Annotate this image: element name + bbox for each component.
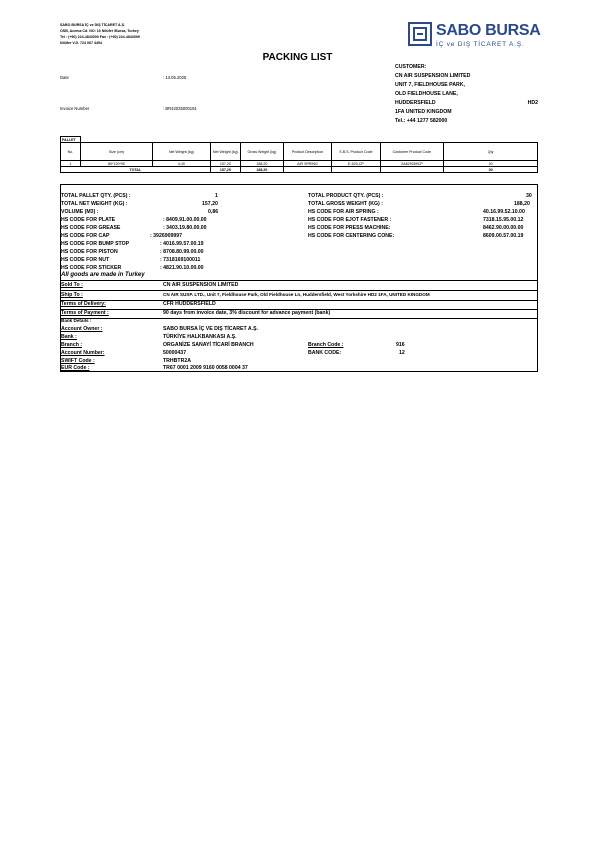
- gross-weight-value: 188,20: [514, 201, 530, 207]
- hs-airspring-label: HS CODE FOR AIR SPRING :: [308, 209, 379, 215]
- total-gross: 188,20: [241, 167, 284, 173]
- divider: [60, 300, 538, 301]
- net-weight-label: TOTAL NET WEIGHT (KG) :: [61, 201, 128, 207]
- page-title: PACKING LIST: [262, 52, 333, 63]
- hs-grease-value: : 3403.19.80.00.00: [163, 225, 207, 231]
- company-phone: Tel : (+90) 224-4843000 Fax : (+90) 224-4843099: [60, 35, 140, 39]
- logo-icon: [408, 22, 432, 46]
- net-weight-value: 157,20: [202, 201, 218, 207]
- divider: [60, 290, 538, 291]
- logo-name: SABO BURSA: [436, 22, 541, 39]
- hs-plate-label: HS CODE FOR PLATE: [61, 217, 116, 223]
- iban-label: EUR Code :: [61, 365, 90, 371]
- logo-subtitle: İÇ ve DIŞ TİCARET A.Ş.: [436, 41, 525, 48]
- payment-value: 90 days from invoice date, 3% discount for advance payment (bank): [163, 310, 331, 316]
- customer-name: CN AIR SUSPENSION LIMITED: [395, 73, 471, 79]
- pallet-label: PALLET: [61, 137, 81, 143]
- customer-addr4: 1FA UNITED KINGDOM: [395, 109, 452, 115]
- hs-sticker-value: : 4821.90.10.00.00: [160, 265, 204, 271]
- swift-label: SWIFT Code :: [61, 358, 95, 364]
- pallet-qty-value: 1: [215, 193, 218, 199]
- account-owner-value: SABO BURSA İÇ VE DIŞ TİCARET A.Ş.: [163, 326, 259, 332]
- invoice-label: Invoice Number: [60, 106, 90, 111]
- col-header: S.B.S. Product Code: [332, 143, 380, 161]
- branch-code-label: Branch Code :: [308, 342, 344, 348]
- account-owner-label: Account Owner :: [61, 326, 103, 332]
- cell: E-629-CP: [332, 161, 380, 167]
- hs-cone-value: 8609.00.57.00.19: [483, 233, 524, 239]
- customer-postcode: HD2: [527, 100, 538, 106]
- branch-code-value: 916: [396, 342, 405, 348]
- bank-code-value: 12: [399, 350, 405, 356]
- volume-label: VOLUME (M3) :: [61, 209, 99, 215]
- branch-value: ORGANİZE SANAYİ TİCARİ BRANCH: [163, 342, 254, 348]
- delivery-value: CFR HUDDERSFIELD: [163, 301, 216, 307]
- hs-piston-label: HS CODE FOR PISTON: [61, 249, 118, 255]
- hs-cap-value: : 3926909997: [150, 233, 183, 239]
- total-qty: 30: [444, 167, 538, 173]
- swift-value: TRHBTR2A: [163, 358, 191, 364]
- origin-note: All goods are made in Turkey: [61, 272, 145, 278]
- cell: 157,20: [210, 161, 241, 167]
- hs-cone-label: HS CODE FOR CENTERING CONE:: [308, 233, 395, 239]
- pallet-qty-label: TOTAL PALLET QTY. (PCS) :: [61, 193, 131, 199]
- volume-value: 0,86: [208, 209, 219, 215]
- company-address-block: [60, 22, 140, 46]
- col-header: Net Weight (kg): [153, 143, 210, 161]
- hs-press-value: 8462.90.00.00.00: [483, 225, 524, 231]
- divider: [60, 318, 538, 319]
- cell: 1: [61, 161, 81, 167]
- customer-addr3: HUDDERSFIELD HD2: [395, 100, 538, 106]
- col-header: Qty: [444, 143, 538, 161]
- hs-press-label: HS CODE FOR PRESS MACHINE:: [308, 225, 391, 231]
- cell: 30: [444, 161, 538, 167]
- account-number-value: 50000437: [163, 350, 187, 356]
- packing-table: [60, 136, 538, 173]
- customer-block: [395, 63, 538, 126]
- gross-weight-label: TOTAL GROSS WEIGHT (KG) :: [308, 201, 383, 207]
- invoice-value: : BR42025000191: [163, 106, 197, 111]
- hs-piston-value: : 8708.80.99.00.00: [160, 249, 204, 255]
- col-header: Customer Product Code: [380, 143, 444, 161]
- col-header: Product Description: [283, 143, 332, 161]
- table-header-row: [61, 143, 538, 161]
- summary-frame: [60, 184, 538, 372]
- payment-label: Terms of Payment :: [61, 310, 109, 316]
- customer-tel: Tel.: +44 1277 582000: [395, 118, 448, 124]
- customer-heading: CUSTOMER:: [395, 64, 427, 70]
- col-header: No.: [61, 143, 81, 161]
- date-label: Date: [60, 75, 69, 80]
- branch-label: Branch :: [61, 342, 83, 348]
- col-header: Net Weight (kg): [210, 143, 241, 161]
- customer-addr2: OLD FIELDHOUSE LANE,: [395, 91, 458, 97]
- hs-sticker-label: HS CODE FOR STICKER: [61, 265, 122, 271]
- bank-code-label: BANK CODE:: [308, 350, 342, 356]
- col-header: Gross Weight (kg): [241, 143, 284, 161]
- hs-bump-label: HS CODE FOR BUMP STOP: [61, 241, 130, 247]
- hs-bump-value: : 4016.99.57.00.19: [160, 241, 204, 247]
- ship-to-label: Ship To :: [61, 292, 83, 298]
- company-name: SABO BURSA İÇ ve DIŞ TİCARET A.Ş.: [60, 23, 126, 27]
- hs-ejot-value: 7318.15.95.00.12: [483, 217, 524, 223]
- hs-nut-value: : 7318169100011: [160, 257, 201, 263]
- col-header: Size (cm): [80, 143, 153, 161]
- bank-label: Bank :: [61, 334, 77, 340]
- sold-to-label: Sold To :: [61, 282, 83, 288]
- date-value: : 13.05.2025: [163, 75, 187, 80]
- hs-ejot-label: HS CODE FOR EJOT FASTENER :: [308, 217, 392, 223]
- iban-value: TR67 0001 2009 9160 0058 0004 37: [163, 365, 248, 371]
- account-number-label: Account Number:: [61, 350, 105, 356]
- bank-details-label: Bank Details :: [61, 318, 92, 323]
- sold-to-value: CN AIR SUSPENSION LIMITED: [163, 282, 239, 288]
- hs-grease-label: HS CODE FOR GREASE: [61, 225, 121, 231]
- product-qty-value: 30: [526, 193, 532, 199]
- company-tax: Nilüfer V.D. 724 067 4494: [60, 41, 103, 45]
- table-total-row: [61, 167, 538, 173]
- product-qty-label: TOTAL PRODUCT QTY. (PCS) :: [308, 193, 384, 199]
- divider: [60, 280, 538, 281]
- company-address: OSB, Acema Cd. NO: 16 Nilüfer /Bursa, Turkey: [60, 29, 139, 33]
- hs-airspring-value: 40.16.99.52.10.00: [483, 209, 525, 215]
- cell: SA629059CP: [380, 161, 444, 167]
- total-net: 157,20: [210, 167, 241, 173]
- cell: 188,20: [241, 161, 284, 167]
- hs-plate-value: : 8409.91.00.00.00: [163, 217, 207, 223]
- customer-addr1: UNIT 7, FIELDHOUSE PARK,: [395, 82, 465, 88]
- hs-nut-label: HS CODE FOR NUT: [61, 257, 110, 263]
- hs-cap-label: HS CODE FOR CAP: [61, 233, 110, 239]
- cell: AIR SPRING: [283, 161, 332, 167]
- total-label: TOTAL: [61, 167, 211, 173]
- delivery-label: Terms of Delivery:: [61, 301, 106, 307]
- cell: 4,40: [153, 161, 210, 167]
- bank-value: TÜRKİYE HALKBANKASI A.Ş.: [163, 334, 237, 340]
- cell: 80*120*90: [80, 161, 153, 167]
- ship-to-value: CN AIR SUSP. LTD., Unit 7, Fieldhouse Park, Old Fieldhouse Ln, Huddersfield, West Yorkshire HD2 1FA, UNITED KINGDOM: [163, 292, 430, 297]
